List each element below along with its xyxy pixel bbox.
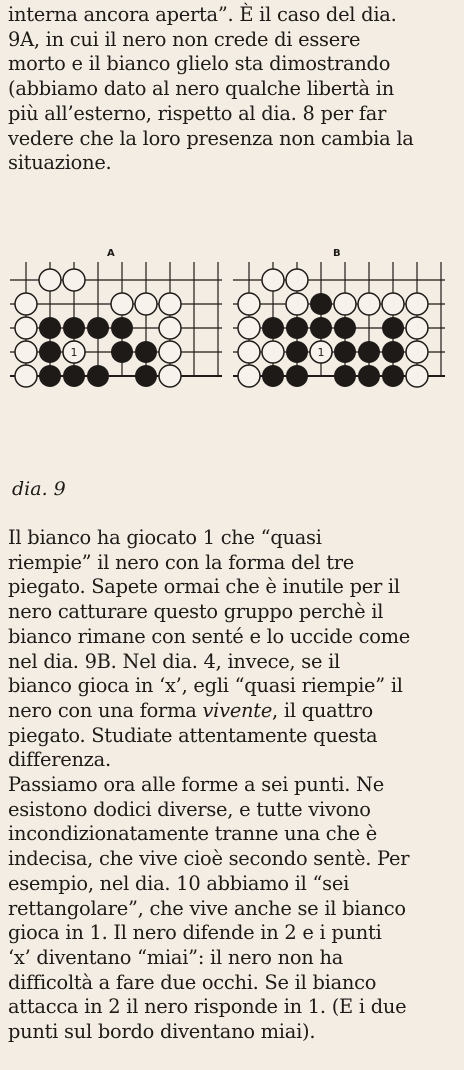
- text-line: incondizionatamente tranne una che è: [8, 822, 378, 846]
- white-stone: [238, 365, 260, 387]
- black-stone: [310, 317, 332, 339]
- white-stone: [238, 317, 260, 339]
- text-line: situazione.: [8, 151, 112, 175]
- text-line: esempio, nel dia. 10 abbiamo il “sei: [8, 871, 350, 895]
- black-stone: [358, 365, 380, 387]
- black-stone: [262, 365, 284, 387]
- text-line: difficoltà a fare due occhi. Se il bianco: [8, 970, 377, 994]
- move-number: 1: [317, 346, 325, 359]
- black-stone: [286, 317, 308, 339]
- text-line: gioca in 1. Il nero difende in 2 e i punti: [8, 921, 382, 945]
- black-stone: [87, 317, 109, 339]
- white-stone: [111, 293, 133, 315]
- text-line: esistono dodici diverse, e tutte vivono: [8, 797, 371, 821]
- white-stone: [262, 269, 284, 291]
- black-stone: [310, 293, 332, 315]
- white-stone: [159, 317, 181, 339]
- white-stone: [63, 269, 85, 291]
- text-line: indecisa, che vive cioè secondo sentè. Per: [8, 847, 410, 871]
- text-line: più all’esterno, rispetto al dia. 8 per far: [8, 101, 387, 125]
- black-stone: [334, 341, 356, 363]
- white-stone: [406, 317, 428, 339]
- white-stone: [382, 293, 404, 315]
- white-stone: [15, 341, 37, 363]
- text-line: differenza.: [8, 748, 111, 772]
- black-stone: [39, 341, 61, 363]
- white-stone: [406, 365, 428, 387]
- black-stone: [111, 317, 133, 339]
- white-stone: [15, 317, 37, 339]
- black-stone: [382, 341, 404, 363]
- text-line: rettangolare”, che vive anche se il bianco: [8, 896, 406, 920]
- text-line: bianco gioca in ‘x’, egli “quasi riempie” il: [8, 674, 403, 698]
- black-stone: [358, 341, 380, 363]
- text-line: riempie” il nero con la forma del tre: [8, 550, 355, 574]
- text-segment: nero con una forma: [8, 698, 203, 722]
- paragraph-intro: [8, 3, 460, 176]
- white-stone: [135, 293, 157, 315]
- paragraph-six-point-shapes: [8, 773, 460, 1045]
- text-line: (abbiamo dato al nero qualche libertà in: [8, 77, 394, 101]
- black-stone: [286, 365, 308, 387]
- text-line: piegato. Sapete ormai che è inutile per il: [8, 575, 400, 599]
- black-stone: [87, 365, 109, 387]
- black-stone: [135, 365, 157, 387]
- text-segment: , il quattro: [272, 698, 373, 722]
- black-stone: [39, 365, 61, 387]
- text-line: ‘x’ diventano “miai”: il nero non ha: [8, 945, 344, 969]
- text-line: bianco rimane con senté e lo uccide come: [8, 624, 410, 648]
- black-stone: [111, 341, 133, 363]
- diagram-b-label: B: [333, 248, 341, 259]
- diagram-a-label: A: [107, 248, 115, 259]
- white-stone: [262, 341, 284, 363]
- text-line: Passiamo ora alle forme a sei punti. Ne: [8, 773, 384, 796]
- black-stone: [382, 317, 404, 339]
- white-stone: [406, 293, 428, 315]
- text-line: 9A, in cui il nero non crede di essere: [8, 27, 361, 51]
- black-stone: [63, 317, 85, 339]
- black-stone: [63, 365, 85, 387]
- white-stone: [358, 293, 380, 315]
- move-number: 1: [70, 346, 78, 359]
- text-line: nel dia. 9B. Nel dia. 4, invece, se il: [8, 649, 340, 673]
- text-line: interna ancora aperta”. È il caso del dia.: [8, 3, 397, 26]
- text-line: attacca in 2 il nero risponde in 1. (E i due: [8, 995, 407, 1019]
- white-stone: [159, 341, 181, 363]
- text-line: punti sul bordo diventano miai).: [8, 1020, 316, 1044]
- white-stone: [406, 341, 428, 363]
- white-stone: [238, 341, 260, 363]
- text-line: [8, 699, 460, 724]
- black-stone: [334, 365, 356, 387]
- white-stone: [15, 293, 37, 315]
- text-line: nero catturare questo gruppo perchè il: [8, 600, 384, 624]
- text-line: vedere che la loro presenza non cambia la: [8, 126, 414, 150]
- black-stone: [262, 317, 284, 339]
- white-stone: [159, 365, 181, 387]
- emphasis-vivente: vivente: [202, 698, 273, 722]
- white-stone: [159, 293, 181, 315]
- black-stone: [334, 317, 356, 339]
- go-diagram-a: [10, 262, 222, 402]
- text-line: piegato. Studiate attentamente questa: [8, 723, 378, 747]
- white-stone: [286, 293, 308, 315]
- paragraph-explanation: [8, 526, 460, 773]
- text-line: morto e il bianco glielo sta dimostrando: [8, 52, 391, 76]
- black-stone: [39, 317, 61, 339]
- go-diagram-b: [233, 262, 445, 402]
- black-stone: [135, 341, 157, 363]
- white-stone: [15, 365, 37, 387]
- figure-caption: dia. 9: [12, 478, 66, 500]
- white-stone: [286, 269, 308, 291]
- black-stone: [286, 341, 308, 363]
- text-line: Il bianco ha giocato 1 che “quasi: [8, 526, 322, 549]
- white-stone: [238, 293, 260, 315]
- white-stone: [39, 269, 61, 291]
- white-stone: [334, 293, 356, 315]
- black-stone: [382, 365, 404, 387]
